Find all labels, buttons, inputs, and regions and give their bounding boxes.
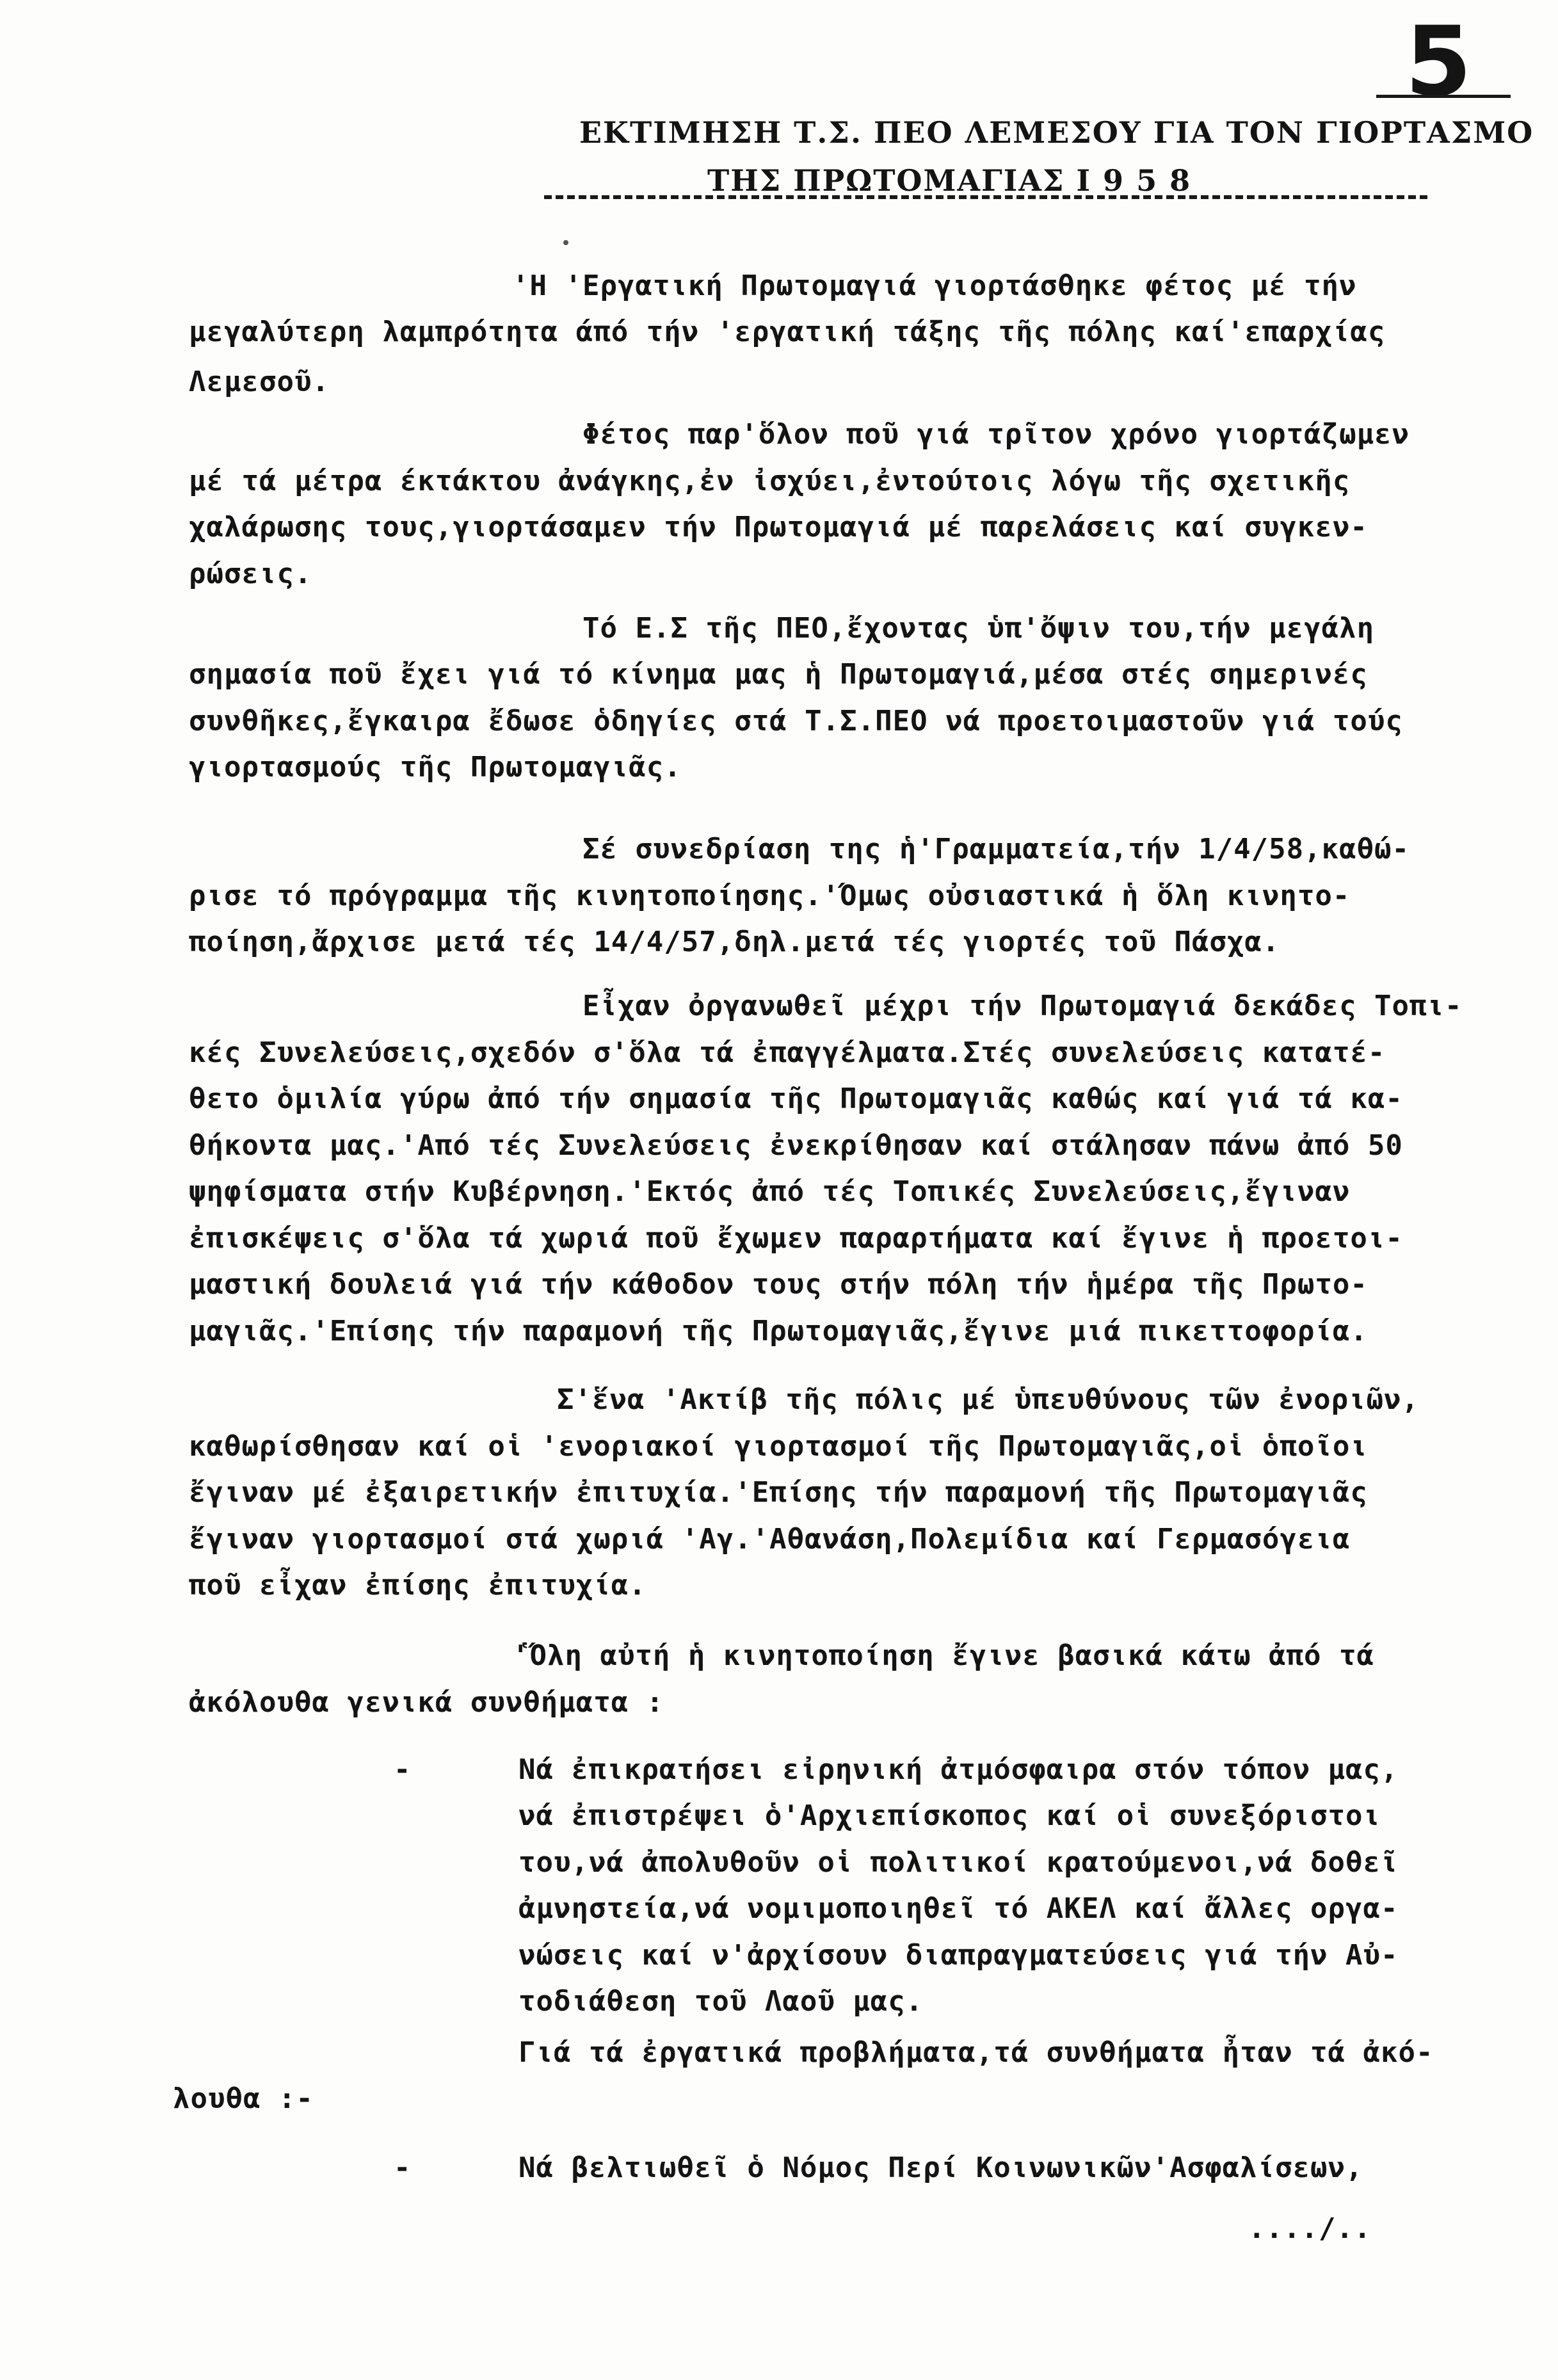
bullet-dash: - [394, 2151, 412, 2184]
text-line: Νά βελτιωθεῖ ὁ Νόμος Περί Κοινωνικῶν'Ασφαλίσεων, [518, 2151, 1363, 2184]
text-line: ἀμνηστεία,νά νομιμοποιηθεῖ τό ΑΚΕΛ καί ἄλλες οργα- [518, 1892, 1399, 1925]
text-line: Φέτος παρ'ὅλον ποῦ γιά τρῖτον χρόνο γιορτάζωμεν [582, 418, 1410, 451]
text-line: θετο ὁμιλία γύρω ἀπό τήν σημασία τῆς Πρωτομαγιᾶς καθώς καί γιά τά κα- [189, 1082, 1403, 1115]
text-line: μαγιᾶς.'Επίσης τήν παραμονή τῆς Πρωτομαγιᾶς,ἔγινε μιά πικεττοφορία. [189, 1315, 1368, 1347]
text-line: λουθα :- [173, 2082, 314, 2115]
text-line: μεγαλύτερη λαμπρότητα άπό τήν 'εργατική τάξης τῆς πόλης καί'επαρχίας [189, 316, 1386, 348]
text-line: Σέ συνεδρίαση της ἡ'Γραμματεία,τήν 1/4/58,καθώ- [582, 833, 1410, 865]
text-line: θήκοντα μας.'Από τές Συνελεύσεις ἐνεκρίθησαν καί στάλησαν πάνω ἀπό 50 [189, 1129, 1403, 1162]
text-line: Γιά τά ἐργατικά προβλήματα,τά συνθήματα ἦταν τά ἀκό- [518, 2036, 1434, 2069]
text-line: ποίηση,ἄρχισε μετά τές 14/4/57,δηλ.μετά τές γιορτές τοῦ Πάσχα. [189, 926, 1280, 958]
continuation-mark: ..../.. [1248, 2212, 1372, 2245]
text-line: Σ'ἕνα 'Ακτίβ τῆς πόλις μέ ὑπευθύνους τῶν ἐνοριῶν, [557, 1383, 1420, 1416]
text-line: καθωρίσθησαν καί οἱ 'ενοριακοί γιορτασμοί τῆς Πρωτομαγιᾶς,οἱ ὁποῖοι [189, 1430, 1368, 1463]
text-line: κές Συνελεύσεις,σχεδόν σ'ὅλα τά ἐπαγγέλματα.Στές συνελεύσεις κατατέ- [189, 1036, 1386, 1069]
page-number-underline [1376, 95, 1511, 98]
text-line: ρώσεις. [189, 558, 312, 590]
text-line: Λεμεσοῦ. [189, 366, 330, 398]
heading-line-2: ΤΗΣ ΠΡΩΤΟΜΑΓΙΑΣ Ι 9 5 8 [707, 163, 1192, 198]
text-line: ποῦ εἶχαν ἐπίσης ἐπιτυχία. [189, 1569, 646, 1602]
punch-mark [563, 240, 568, 245]
heading-underline [544, 195, 1427, 199]
text-line: ρισε τό πρόγραμμα τῆς κινητοποίησης.'Όμως οὐσιαστικά ἡ ὅλη κινητο- [189, 880, 1351, 912]
text-line: νώσεις καί ν'ἀρχίσουν διαπραγματεύσεις γιά τήν Αὐ- [518, 1939, 1399, 1972]
text-line: 'Η 'Εργατική Πρωτομαγιά γιορτάσθηκε φέτος μέ τήν [512, 269, 1357, 302]
text-line: του,νά ἀπολυθοῦν οἱ πολιτικοί κρατούμενοι,νά δοθεῖ [518, 1846, 1399, 1879]
text-line: ἀκόλουθα γενικά συνθήματα : [189, 1686, 664, 1719]
text-line: μαστική δουλειά γιά τήν κάθοδον τους στήν πόλη τήν ἡμέρα τῆς Πρωτο- [189, 1268, 1368, 1301]
text-line: ἔγιναν γιορτασμοί στά χωριά 'Αγ.'Αθανάση,Πολεμίδια καί Γερμασόγεια [189, 1523, 1351, 1556]
text-line: 'Ὅλη αὐτή ἡ κινητοποίηση ἔγινε βασικά κάτω ἀπό τά [512, 1639, 1375, 1672]
text-line: συνθῆκες,ἔγκαιρα ἔδωσε ὁδηγίες στά Τ.Σ.ΠΕΟ νά προετοιμαστοῦν γιά τούς [189, 705, 1403, 737]
text-line: ψηφίσματα στήν Κυβέρνηση.'Εκτός ἀπό τές Τοπικές Συνελεύσεις,ἔγιναν [189, 1175, 1351, 1208]
text-line: Εἶχαν ὀργανωθεῖ μέχρι τήν Πρωτομαγιά δεκάδες Τοπι- [582, 990, 1463, 1022]
text-line: γιορτασμούς τῆς Πρωτομαγιᾶς. [189, 751, 682, 784]
text-line: μέ τά μέτρα έκτάκτου ἀνάγκης,ἐν ἰσχύει,ἐντούτοις λόγω τῆς σχετικῆς [189, 465, 1351, 497]
text-line: χαλάρωσης τους,γιορτάσαμεν τήν Πρωτομαγιά μέ παρελάσεις καί συγκεν- [189, 511, 1368, 543]
text-line: Νά ἐπικρατήσει εἰρηνική ἀτμόσφαιρα στόν τόπον μας, [518, 1753, 1399, 1786]
text-line: Τό Ε.Σ τῆς ΠΕΟ,ἔχοντας ὑπ'ὄψιν του,τήν μεγάλη [582, 612, 1375, 645]
text-line: νά ἐπιστρέψει ὁ'Αρχιεπίσκοπος καί οἱ συνεξόριστοι [518, 1799, 1381, 1832]
page-number: 5 [1405, 6, 1472, 118]
text-line: σημασία ποῦ ἔχει γιά τό κίνημα μας ἡ Πρωτομαγιά,μέσα στές σημερινές [189, 658, 1368, 691]
text-line: ἔγιναν μέ ἐξαιρετικήν ἐπιτυχία.'Επίσης τήν παραμονή τῆς Πρωτομαγιᾶς [189, 1476, 1368, 1509]
bullet-dash: - [394, 1753, 412, 1786]
heading-line-1: ΕΚΤΙΜΗΣΗ Τ.Σ. ΠΕΟ ΛΕΜΕΣΟΥ ΓΙΑ ΤΟΝ ΓΙΟΡΤΑΣΜΟ [579, 115, 1534, 150]
text-line: ἐπισκέψεις σ'ὅλα τά χωριά ποῦ ἔχωμεν παραρτήματα καί ἔγινε ἡ προετοι- [189, 1222, 1403, 1255]
text-line: τοδιάθεση τοῦ Λαοῦ μας. [518, 1985, 924, 2018]
